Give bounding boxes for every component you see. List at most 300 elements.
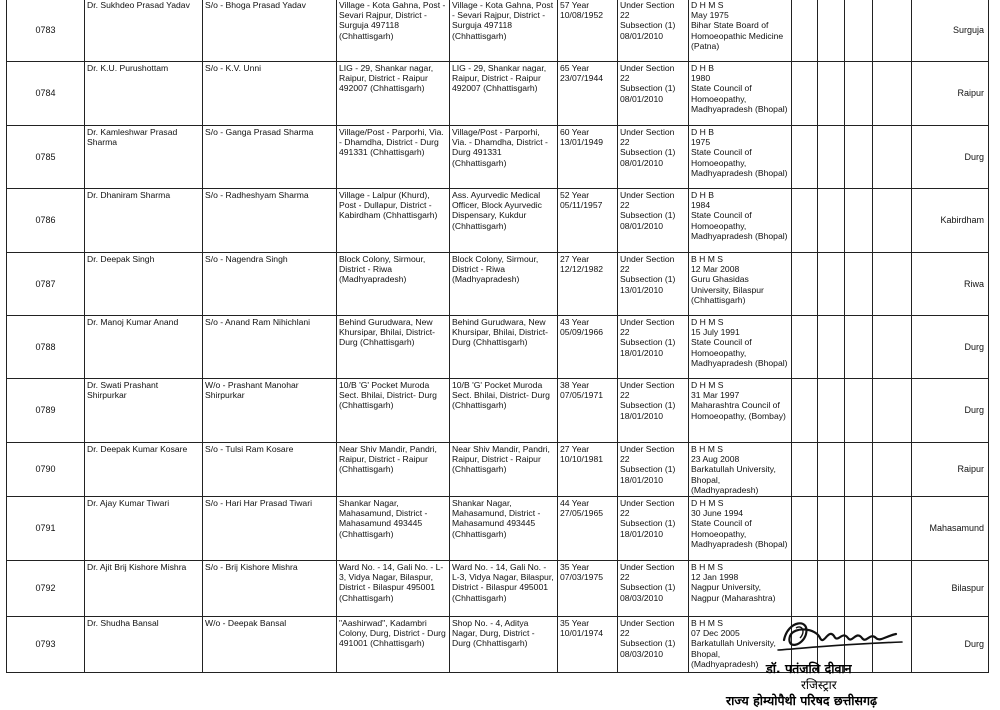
- subsection-text: Subsection (1): [620, 210, 676, 221]
- age-text: 60 Year: [560, 127, 590, 137]
- qual-date-text: 1980: [691, 73, 711, 84]
- qual-date-text: 30 June 1994: [691, 508, 744, 519]
- blank-cell: [792, 443, 818, 497]
- practitioner-register-table: [6, 0, 989, 673]
- institution-text: Barkatullah University, Bhopal, (Madhyapradesh): [691, 638, 776, 669]
- blank-cell: [845, 253, 873, 316]
- subsection-text: Subsection (1): [620, 582, 676, 593]
- section-text: Under Section 22: [620, 254, 675, 275]
- qualification-cell: [689, 316, 792, 379]
- qualification-cell: [689, 443, 792, 497]
- blank-cell: [792, 126, 818, 189]
- age-dob-cell: [558, 561, 618, 617]
- blank-cell: [818, 497, 845, 561]
- age-text: 35 Year: [560, 562, 590, 573]
- section-text: Under Section 22: [620, 317, 675, 338]
- age-text: 27 Year: [560, 254, 590, 264]
- name-text: Dr. Swati Prashant Shirpurkar: [87, 380, 159, 401]
- perm-address-text: Shankar Nagar, Mahasamund, District - Mahasamund 493445 (Chhattisgarh): [339, 498, 428, 539]
- name-text: Dr. Shudha Bansal: [87, 618, 159, 629]
- correspondence-address-cell: [450, 126, 558, 189]
- corr-address-text: Village - Kota Gahna, Post - Sevari Rajpur, District - Surguja 497118 (Chhattisgarh): [452, 0, 554, 41]
- district-text: Bilaspur: [951, 583, 984, 594]
- institution-text: Maharashtra Council of Homoeopathy, (Bombay): [691, 400, 786, 421]
- age-text: 35 Year: [560, 618, 590, 629]
- relation-text: S/o - Anand Ram Nihichlani: [205, 317, 311, 327]
- age-text: 65 Year: [560, 63, 590, 73]
- permanent-address-cell: [337, 316, 450, 379]
- subsection-text: Subsection (1): [620, 638, 676, 649]
- blank-cell: [818, 0, 845, 62]
- blank-cell: [818, 443, 845, 497]
- registrar-signature-block: [706, 614, 996, 710]
- practitioner-name-cell: [85, 253, 203, 316]
- institution-text: Nagpur University, Nagpur (Maharashtra): [691, 582, 776, 603]
- qualification-cell: [689, 253, 792, 316]
- correspondence-address-cell: [450, 379, 558, 443]
- dob-text: 23/07/1944: [560, 73, 604, 84]
- blank-cell: [792, 253, 818, 316]
- age-text: 44 Year: [560, 498, 590, 509]
- registration-section-cell: [618, 497, 689, 561]
- practitioner-name-cell: [85, 617, 203, 673]
- practitioner-name-cell: [85, 443, 203, 497]
- corr-address-text: Near Shiv Mandir, Pandri, Raipur, District - Raipur (Chhattisgarh): [452, 444, 550, 475]
- registration-section-cell: [618, 379, 689, 443]
- serial-text: 0786: [35, 215, 56, 226]
- section-text: Under Section 22: [620, 562, 675, 583]
- name-text: Dr. Deepak Kumar Kosare: [87, 444, 188, 454]
- blank-cell: [845, 379, 873, 443]
- district-text: Durg: [964, 405, 984, 416]
- serial-number-cell: [7, 561, 85, 617]
- permanent-address-cell: [337, 62, 450, 126]
- blank-cell: [873, 379, 912, 443]
- relation-text: S/o - K.V. Unni: [205, 63, 262, 73]
- corr-address-text: 10/B 'G' Pocket Muroda Sect. Bhilai, District- Durg (Chhattisgarh): [452, 380, 550, 411]
- serial-text: 0790: [35, 464, 56, 475]
- relation-text: S/o - Nagendra Singh: [205, 254, 288, 264]
- relation-cell: [203, 497, 337, 561]
- perm-address-text: Village - Kota Gahna, Post - Sevari Rajpur, District - Surguja 497118 (Chhattisgarh): [339, 0, 446, 41]
- qual-date-text: 07 Dec 2005: [691, 628, 740, 639]
- subsection-text: Subsection (1): [620, 274, 676, 285]
- subsection-text: Subsection (1): [620, 20, 676, 31]
- blank-cell: [845, 126, 873, 189]
- practitioner-name-cell: [85, 497, 203, 561]
- reg-date-text: 13/01/2010: [620, 284, 664, 295]
- dob-text: 27/05/1965: [560, 508, 604, 519]
- serial-text: 0785: [35, 151, 56, 162]
- qualification-cell: [689, 561, 792, 617]
- blank-cell: [873, 561, 912, 617]
- table-row: [7, 62, 989, 126]
- name-text: Dr. Sukhdeo Prasad Yadav: [87, 0, 190, 10]
- relation-text: S/o - Radheshyam Sharma: [205, 190, 309, 200]
- blank-cell: [873, 497, 912, 561]
- district-cell: [912, 497, 989, 561]
- relation-text: W/o - Deepak Bansal: [205, 618, 287, 629]
- institution-text: State Council of Homoeopathy, Madhyapradesh (Bhopal): [691, 337, 788, 368]
- permanent-address-cell: [337, 253, 450, 316]
- blank-cell: [845, 62, 873, 126]
- qualification-text: D H B: [691, 63, 714, 73]
- blank-cell: [845, 561, 873, 617]
- qualification-text: D H M S: [691, 0, 724, 10]
- blank-cell: [845, 497, 873, 561]
- permanent-address-cell: [337, 617, 450, 673]
- corr-address-text: Shankar Nagar, Mahasamund, District - Mahasamund 493445 (Chhattisgarh): [452, 498, 541, 539]
- blank-cell: [818, 126, 845, 189]
- correspondence-address-cell: [450, 617, 558, 673]
- practitioner-name-cell: [85, 62, 203, 126]
- perm-address-text: Village/Post - Parporhi, Via. - Dhamdha, District - Durg 491331 (Chhattisgarh): [339, 127, 444, 158]
- dob-text: 12/12/1982: [560, 264, 604, 275]
- section-text: Under Section 22: [620, 0, 675, 21]
- table-row: [7, 189, 989, 253]
- qualification-cell: [689, 379, 792, 443]
- qualification-text: B H M S: [691, 254, 723, 264]
- serial-text: 0791: [35, 523, 56, 534]
- district-cell: [912, 443, 989, 497]
- relation-text: S/o - Tulsi Ram Kosare: [205, 444, 294, 454]
- table-row: [7, 561, 989, 617]
- name-text: Dr. Dhaniram Sharma: [87, 190, 171, 200]
- reg-date-text: 08/01/2010: [620, 220, 664, 231]
- qual-date-text: 1984: [691, 200, 711, 211]
- reg-date-text: 08/01/2010: [620, 93, 664, 104]
- serial-number-cell: [7, 0, 85, 62]
- name-text: Dr. Kamleshwar Prasad Sharma: [87, 127, 178, 148]
- relation-cell: [203, 316, 337, 379]
- dob-text: 07/05/1971: [560, 390, 604, 401]
- registration-section-cell: [618, 561, 689, 617]
- dob-text: 07/03/1975: [560, 572, 604, 583]
- blank-cell: [873, 126, 912, 189]
- section-text: Under Section 22: [620, 444, 675, 465]
- document-page: [6, 0, 988, 710]
- blank-cell: [792, 0, 818, 62]
- district-text: Raipur: [957, 88, 984, 99]
- reg-date-text: 18/01/2010: [620, 474, 664, 485]
- table-row: [7, 253, 989, 316]
- relation-text: S/o - Hari Har Prasad Tiwari: [205, 498, 312, 509]
- table-row: [7, 0, 989, 62]
- reg-date-text: 18/01/2010: [620, 347, 664, 358]
- subsection-text: Subsection (1): [620, 400, 676, 411]
- registration-section-cell: [618, 617, 689, 673]
- reg-date-text: 08/01/2010: [620, 30, 664, 41]
- qualification-text: B H M S: [691, 444, 723, 454]
- perm-address-text: LIG - 29, Shankar nagar, Raipur, District - Raipur 492007 (Chhattisgarh): [339, 63, 434, 94]
- age-dob-cell: [558, 126, 618, 189]
- dob-text: 10/10/1981: [560, 454, 604, 465]
- subsection-text: Subsection (1): [620, 147, 676, 158]
- blank-cell: [792, 189, 818, 253]
- qualification-cell: [689, 126, 792, 189]
- district-cell: [912, 561, 989, 617]
- institution-text: State Council of Homoeopathy, Madhyapradesh (Bhopal): [691, 147, 788, 178]
- blank-cell: [818, 62, 845, 126]
- section-text: Under Section 22: [620, 618, 675, 639]
- council-name: राज्य होम्योपैथी परिषद छत्तीसगढ़: [726, 693, 878, 708]
- signatory-name: डॉ. पतंजलि दीवान: [766, 661, 852, 676]
- institution-text: State Council of Homoeopathy, Madhyapradesh (Bhopal): [691, 518, 788, 549]
- blank-cell: [792, 62, 818, 126]
- permanent-address-cell: [337, 379, 450, 443]
- blank-cell: [873, 443, 912, 497]
- correspondence-address-cell: [450, 253, 558, 316]
- reg-date-text: 18/01/2010: [620, 528, 664, 539]
- qualification-text: D H B: [691, 127, 714, 137]
- district-text: Mahasamund: [929, 523, 984, 534]
- age-dob-cell: [558, 617, 618, 673]
- subsection-text: Subsection (1): [620, 83, 676, 94]
- corr-address-text: Block Colony, Sirmour, District - Riwa (Madhyapradesh): [452, 254, 539, 285]
- registration-section-cell: [618, 316, 689, 379]
- reg-date-text: 08/03/2010: [620, 592, 664, 603]
- perm-address-text: "Aashirwad", Kadambri Colony, Durg, District - Durg 491001 (Chhattisgarh): [339, 618, 446, 649]
- blank-cell: [792, 379, 818, 443]
- relation-cell: [203, 617, 337, 673]
- institution-text: Bihar State Board of Homoeopathic Medicine (Patna): [691, 20, 784, 51]
- section-text: Under Section 22: [620, 63, 675, 84]
- district-text: Durg: [964, 151, 984, 162]
- institution-text: Barkatullah University, Bhopal, (Madhyapradesh): [691, 464, 776, 495]
- blank-cell: [845, 0, 873, 62]
- qual-date-text: 12 Mar 2008: [691, 264, 740, 275]
- table-row: [7, 316, 989, 379]
- serial-number-cell: [7, 443, 85, 497]
- blank-cell: [792, 316, 818, 379]
- district-cell: [912, 253, 989, 316]
- age-dob-cell: [558, 0, 618, 62]
- age-text: 57 Year: [560, 0, 590, 10]
- age-dob-cell: [558, 379, 618, 443]
- district-cell: [912, 0, 989, 62]
- practitioner-name-cell: [85, 0, 203, 62]
- relation-cell: [203, 561, 337, 617]
- relation-cell: [203, 0, 337, 62]
- blank-cell: [873, 62, 912, 126]
- perm-address-text: Near Shiv Mandir, Pandri, Raipur, District - Raipur (Chhattisgarh): [339, 444, 437, 475]
- district-cell: [912, 379, 989, 443]
- reg-date-text: 18/01/2010: [620, 410, 664, 421]
- section-text: Under Section 22: [620, 127, 675, 148]
- qualification-cell: [689, 0, 792, 62]
- age-dob-cell: [558, 253, 618, 316]
- corr-address-text: Ass. Ayurvedic Medical Officer, Block Ayurvedic Dispensary, Kukdur (Chhattisgarh): [452, 190, 542, 231]
- district-text: Raipur: [957, 464, 984, 475]
- district-cell: [912, 62, 989, 126]
- name-text: Dr. K.U. Purushottam: [87, 63, 169, 73]
- age-dob-cell: [558, 316, 618, 379]
- district-cell: [912, 316, 989, 379]
- section-text: Under Section 22: [620, 380, 675, 401]
- subsection-text: Subsection (1): [620, 464, 676, 475]
- blank-cell: [845, 316, 873, 379]
- qualification-text: B H M S: [691, 562, 723, 573]
- registration-section-cell: [618, 62, 689, 126]
- signatory-role: रजिस्ट्रार: [801, 678, 837, 692]
- permanent-address-cell: [337, 443, 450, 497]
- qualification-text: D H M S: [691, 317, 724, 327]
- institution-text: Guru Ghasidas University, Bilaspur (Chhattisgarh): [691, 274, 764, 305]
- age-text: 27 Year: [560, 444, 590, 454]
- district-cell: [912, 126, 989, 189]
- relation-cell: [203, 379, 337, 443]
- serial-text: 0789: [35, 405, 56, 416]
- age-text: 52 Year: [560, 190, 590, 200]
- practitioner-name-cell: [85, 561, 203, 617]
- correspondence-address-cell: [450, 443, 558, 497]
- relation-cell: [203, 62, 337, 126]
- qual-date-text: 1975: [691, 137, 711, 148]
- correspondence-address-cell: [450, 316, 558, 379]
- serial-number-cell: [7, 497, 85, 561]
- district-text: Durg: [964, 341, 984, 352]
- qualification-text: B H M S: [691, 618, 723, 629]
- serial-number-cell: [7, 379, 85, 443]
- table-row: [7, 379, 989, 443]
- blank-cell: [792, 497, 818, 561]
- district-text: Riwa: [963, 278, 984, 289]
- section-text: Under Section 22: [620, 190, 675, 211]
- serial-number-cell: [7, 189, 85, 253]
- practitioner-name-cell: [85, 126, 203, 189]
- age-dob-cell: [558, 62, 618, 126]
- dob-text: 05/11/1957: [560, 200, 603, 211]
- blank-cell: [873, 189, 912, 253]
- permanent-address-cell: [337, 561, 450, 617]
- age-text: 38 Year: [560, 380, 590, 390]
- relation-text: S/o - Brij Kishore Mishra: [205, 562, 298, 573]
- serial-number-cell: [7, 62, 85, 126]
- name-text: Dr. Ajit Brij Kishore Mishra: [87, 562, 187, 573]
- blank-cell: [818, 189, 845, 253]
- section-text: Under Section 22: [620, 498, 675, 519]
- practitioner-name-cell: [85, 379, 203, 443]
- name-text: Dr. Ajay Kumar Tiwari: [87, 498, 170, 509]
- blank-cell: [845, 189, 873, 253]
- table-row: [7, 497, 989, 561]
- relation-text: W/o - Prashant Manohar Shirpurkar: [205, 380, 299, 401]
- blank-cell: [818, 316, 845, 379]
- perm-address-text: Village - Lalpur (Khurd), Post - Dullapur, District - Kabirdham (Chhattisgarh): [339, 190, 438, 221]
- relation-cell: [203, 443, 337, 497]
- correspondence-address-cell: [450, 0, 558, 62]
- name-text: Dr. Deepak Singh: [87, 254, 155, 264]
- serial-text: 0788: [35, 341, 56, 352]
- district-text: Kabirdham: [940, 215, 984, 226]
- age-text: 43 Year: [560, 317, 590, 327]
- blank-cell: [818, 379, 845, 443]
- serial-text: 0792: [35, 583, 56, 594]
- qualification-text: D H M S: [691, 498, 724, 509]
- qual-date-text: 12 Jan 1998: [691, 572, 739, 583]
- reg-date-text: 08/01/2010: [620, 157, 664, 168]
- qual-date-text: 15 July 1991: [691, 327, 740, 338]
- institution-text: State Council of Homoeopathy, Madhyapradesh (Bhopal): [691, 83, 788, 114]
- blank-cell: [873, 253, 912, 316]
- subsection-text: Subsection (1): [620, 337, 676, 348]
- blank-cell: [792, 561, 818, 617]
- dob-text: 10/01/1974: [560, 628, 604, 639]
- signature-image: [776, 614, 906, 660]
- registration-section-cell: [618, 443, 689, 497]
- relation-text: S/o - Bhoga Prasad Yadav: [205, 0, 306, 10]
- serial-text: 0784: [35, 88, 56, 99]
- permanent-address-cell: [337, 0, 450, 62]
- qual-date-text: 23 Aug 2008: [691, 454, 740, 465]
- age-dob-cell: [558, 189, 618, 253]
- district-text: Durg: [964, 639, 984, 650]
- serial-number-cell: [7, 253, 85, 316]
- age-dob-cell: [558, 497, 618, 561]
- district-text: Surguja: [952, 24, 984, 35]
- qualification-cell: [689, 189, 792, 253]
- qual-date-text: 31 Mar 1997: [691, 390, 740, 401]
- permanent-address-cell: [337, 497, 450, 561]
- correspondence-address-cell: [450, 62, 558, 126]
- corr-address-text: Shop No. - 4, Aditya Nagar, Durg, District - Durg (Chhattisgarh): [452, 618, 535, 649]
- registration-section-cell: [618, 126, 689, 189]
- dob-text: 13/01/1949: [560, 137, 604, 148]
- qualification-text: D H B: [691, 190, 714, 200]
- serial-number-cell: [7, 617, 85, 673]
- serial-text: 0783: [35, 24, 56, 35]
- registration-section-cell: [618, 253, 689, 316]
- blank-cell: [873, 316, 912, 379]
- practitioner-name-cell: [85, 316, 203, 379]
- qualification-cell: [689, 497, 792, 561]
- dob-text: 05/09/1966: [560, 327, 604, 338]
- blank-cell: [845, 443, 873, 497]
- registration-section-cell: [618, 0, 689, 62]
- serial-number-cell: [7, 126, 85, 189]
- age-dob-cell: [558, 443, 618, 497]
- correspondence-address-cell: [450, 497, 558, 561]
- relation-text: S/o - Ganga Prasad Sharma: [205, 127, 314, 137]
- corr-address-text: Village/Post - Parporhi, Via. - Dhamdha, District - Durg 491331 (Chhattisgarh): [452, 127, 548, 168]
- corr-address-text: Ward No. - 14, Gali No. - L-3, Vidya Nagar, Bilaspur, District - Bilaspur 495001 (Chhattisgarh): [452, 562, 554, 603]
- correspondence-address-cell: [450, 189, 558, 253]
- perm-address-text: 10/B 'G' Pocket Muroda Sect. Bhilai, District- Durg (Chhattisgarh): [339, 380, 437, 411]
- corr-address-text: LIG - 29, Shankar nagar, Raipur, District - Raipur 492007 (Chhattisgarh): [452, 63, 547, 94]
- perm-address-text: Ward No. - 14, Gali No. - L-3, Vidya Nagar, Bilaspur, District - Bilaspur 495001 (Chhattisgarh): [339, 562, 444, 603]
- dob-text: 10/08/1952: [560, 10, 604, 21]
- relation-cell: [203, 253, 337, 316]
- corr-address-text: Behind Gurudwara, New Khursipar, Bhilai, District- Durg (Chhattisgarh): [452, 317, 548, 348]
- table-row: [7, 443, 989, 497]
- district-cell: [912, 189, 989, 253]
- table-row: [7, 126, 989, 189]
- qualification-cell: [689, 62, 792, 126]
- registration-section-cell: [618, 189, 689, 253]
- relation-cell: [203, 189, 337, 253]
- name-text: Dr. Manoj Kumar Anand: [87, 317, 179, 327]
- reg-date-text: 08/03/2010: [620, 648, 664, 659]
- serial-number-cell: [7, 316, 85, 379]
- blank-cell: [873, 0, 912, 62]
- qualification-text: D H M S: [691, 380, 724, 390]
- permanent-address-cell: [337, 189, 450, 253]
- correspondence-address-cell: [450, 561, 558, 617]
- serial-text: 0793: [35, 639, 56, 650]
- relation-cell: [203, 126, 337, 189]
- permanent-address-cell: [337, 126, 450, 189]
- practitioner-name-cell: [85, 189, 203, 253]
